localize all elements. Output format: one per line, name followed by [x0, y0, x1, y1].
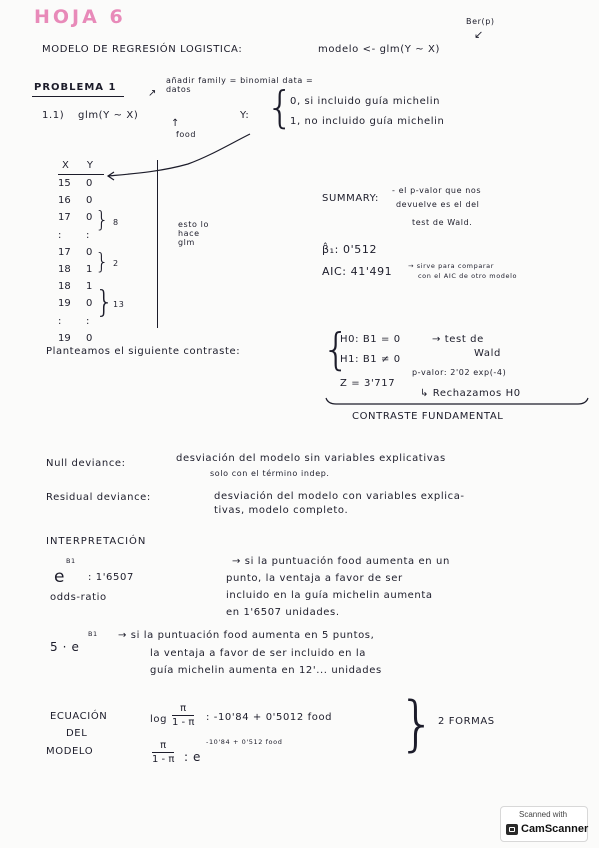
null-deviance-text-2: solo con el término indep. — [210, 469, 330, 478]
cell-x: : — [58, 229, 62, 241]
cell-y: : — [86, 315, 90, 327]
interp5-line-2: la ventaja a favor de ser incluido en la — [150, 648, 366, 659]
fraction-numerator: π — [160, 740, 167, 751]
cell-x: 18 — [58, 281, 71, 293]
cell-x: 17 — [58, 246, 71, 258]
summary-text-2: devuelve es el del — [396, 200, 480, 209]
five-exp-power: B1 — [88, 630, 98, 638]
log-label: log — [150, 714, 168, 725]
table-row — [58, 192, 118, 209]
cell-x: 15 — [58, 178, 71, 189]
camscanner-name: CamScanner — [521, 823, 589, 835]
interpretation-heading: INTERPRETACIÓN — [46, 536, 147, 547]
y-definition-label: Y: — [240, 110, 250, 121]
z-statistic: Z = 3'717 — [340, 378, 396, 389]
cell-y: 0 — [86, 212, 93, 224]
table-header-x: X — [62, 160, 69, 171]
model-heading: MODELO DE REGRESIÓN LOGISTICA: — [42, 44, 243, 55]
count-two: 2 — [113, 259, 119, 268]
residual-deviance-text-1: desviación del modelo con variables explica- — [214, 491, 465, 502]
summary-label: SUMMARY: — [322, 193, 380, 204]
exp-equation-base: : e — [184, 750, 202, 764]
cell-x: : — [58, 315, 62, 327]
beta-estimate: β̂₁: 0'512 — [322, 243, 378, 256]
equation-label-1: ECUACIÓN — [50, 711, 108, 722]
cell-x: 18 — [58, 264, 71, 276]
contrast-underline — [322, 396, 592, 410]
null-deviance-text-1: desviación del modelo sin variables explicativas — [176, 453, 446, 464]
item-number: 1.1) — [42, 110, 65, 121]
glm-note: esto lo hace glm — [178, 220, 209, 247]
interp5-line-1: → si la puntuación food aumenta en 5 puntos, — [118, 630, 375, 641]
cell-y: 0 — [86, 178, 93, 189]
interp5-line-3: guía michelin aumenta en 12'... unidades — [150, 665, 382, 676]
two-forms-label: 2 FORMAS — [438, 716, 495, 727]
p-value: p-valor: 2'02 exp(-4) — [412, 368, 507, 377]
model-formula: modelo <- glm(Y ~ X) — [318, 44, 440, 55]
exp-base: e — [54, 567, 66, 587]
cell-y: 0 — [86, 246, 93, 258]
log-odds-equation: : -10'84 + 0'5012 food — [206, 712, 333, 723]
bernoulli-note: Ber(p) — [466, 17, 495, 26]
problem-underline — [32, 96, 124, 97]
null-hypothesis: H0: B1 = 0 — [340, 334, 401, 345]
cell-x: 17 — [58, 212, 71, 224]
group-brace: } — [95, 208, 110, 233]
up-arrow-icon: ↗ — [148, 88, 157, 99]
interp-line-2: punto, la ventaja a favor de ser — [226, 573, 403, 584]
aic-note-2: con el AIC de otro modelo — [418, 272, 518, 280]
exp-equation-power: -10'84 + 0'512 food — [206, 738, 283, 746]
camscanner-badge — [500, 806, 588, 842]
count-eight: 8 — [113, 218, 119, 227]
cell-x: 19 — [58, 298, 71, 310]
aic-value: AIC: 41'491 — [322, 265, 393, 278]
cell-y: 1 — [86, 281, 93, 293]
odds-ratio-value: : 1'6507 — [88, 572, 134, 583]
contrast-intro: Planteamos el siguiente contraste: — [46, 346, 241, 357]
summary-text-3: test de Wald. — [412, 218, 473, 227]
interp-line-4: en 1'6507 unidades. — [226, 607, 340, 618]
interp-line-3: incluido en la guía michelin aumenta — [226, 590, 433, 601]
y-brace: { — [266, 82, 294, 133]
reject-h0: ↳ Rechazamos H0 — [420, 388, 521, 399]
equation-label-2: DEL — [66, 728, 88, 739]
table-header-y: Y — [86, 160, 93, 171]
residual-deviance-label: Residual deviance: — [46, 492, 151, 503]
glm-call: glm(Y ~ X) — [78, 110, 139, 121]
food-label: food — [176, 130, 197, 139]
page-title: HOJA 6 — [34, 6, 126, 28]
equation-label-3: MODELO — [46, 746, 94, 757]
wald-label: Wald — [474, 348, 501, 359]
summary-text-1: - el p-valor que nos — [392, 186, 482, 195]
up-arrow-icon: ↑ — [171, 118, 180, 129]
fraction-numerator: π — [180, 703, 187, 714]
residual-deviance-text-2: tivas, modelo completo. — [214, 505, 349, 516]
odds-fraction-1 — [172, 703, 194, 728]
aic-note-1: → sirve para comparar — [408, 262, 495, 270]
problem-label: PROBLEMA 1 — [34, 82, 117, 93]
interp-line-1: → si la puntuación food aumenta en un — [232, 556, 450, 567]
cell-y: 0 — [86, 195, 93, 207]
down-arrow-icon: ↙ — [474, 28, 484, 41]
fraction-denominator: 1 - π — [172, 717, 195, 728]
y-value-0: 0, si incluido guía michelin — [290, 96, 441, 107]
table-row — [58, 330, 118, 347]
count-thirteen: 13 — [113, 300, 125, 309]
exp-power: B1 — [66, 557, 76, 565]
forms-brace: } — [398, 689, 437, 759]
group-brace: } — [95, 285, 115, 320]
camscanner-logo-icon — [506, 824, 518, 835]
group-brace: } — [95, 250, 110, 275]
odds-ratio-label: odds-ratio — [50, 592, 107, 603]
cell-y: : — [86, 229, 90, 241]
cell-y: 1 — [86, 264, 93, 276]
alt-hypothesis: H1: B1 ≠ 0 — [340, 354, 401, 365]
curve-arrow-icon — [100, 128, 260, 188]
cell-x: 16 — [58, 195, 71, 207]
odds-fraction-2 — [152, 740, 174, 765]
family-annotation: añadir family = binomial data = datos — [166, 76, 314, 94]
five-times-exp: 5 · e — [50, 640, 80, 654]
hypothesis-brace: { — [322, 324, 350, 375]
y-value-1: 1, no incluido guía michelin — [290, 116, 445, 127]
cell-y: 0 — [86, 298, 93, 310]
wald-test-label: → test de — [432, 334, 484, 345]
scanned-with-text: Scanned with — [519, 810, 568, 819]
cell-x: 19 — [58, 332, 71, 344]
null-deviance-label: Null deviance: — [46, 458, 126, 469]
fraction-denominator: 1 - π — [152, 754, 175, 765]
fundamental-contrast: CONTRASTE FUNDAMENTAL — [352, 411, 504, 422]
cell-y: 0 — [86, 332, 93, 344]
